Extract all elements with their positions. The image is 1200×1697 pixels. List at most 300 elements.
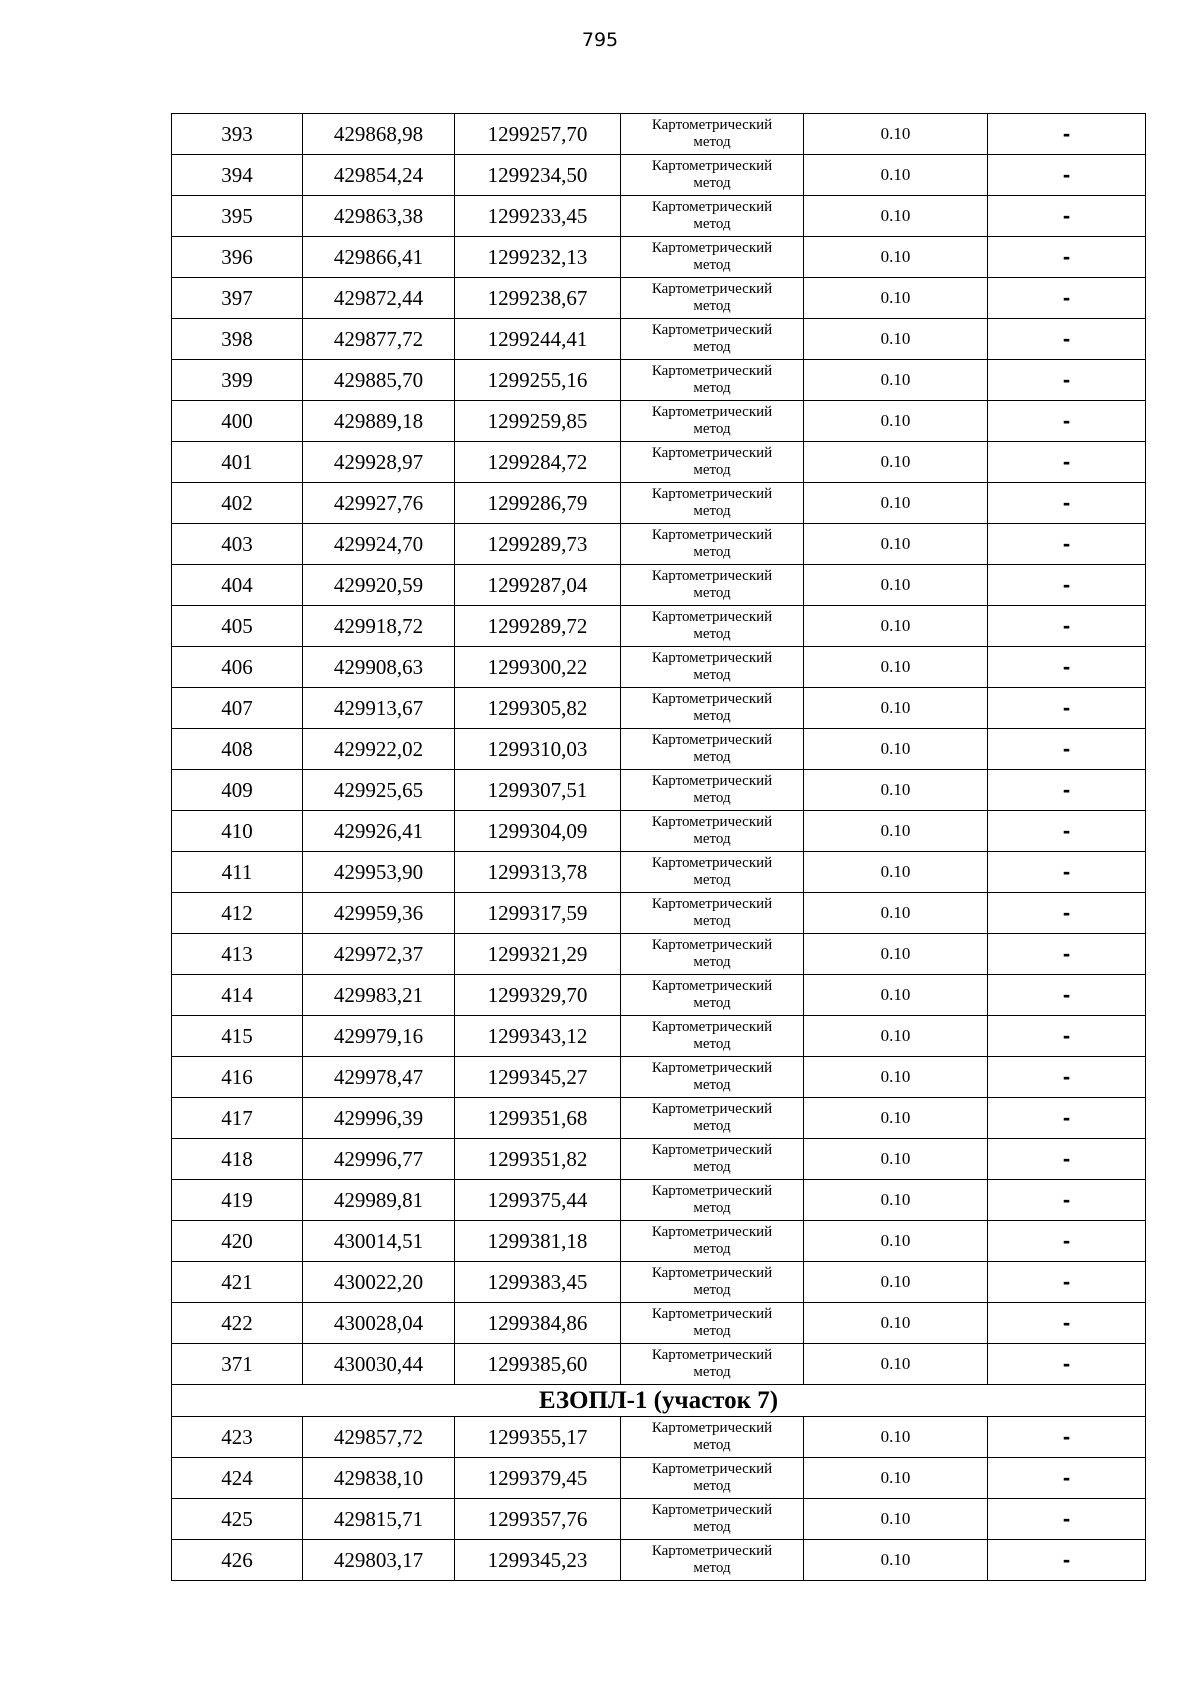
- accuracy-cell: 0.10: [804, 893, 988, 934]
- accuracy-cell: 0.10: [804, 811, 988, 852]
- method-line-2: метод: [693, 790, 731, 806]
- y-coordinate-cell: 1299234,50: [455, 155, 621, 196]
- x-coordinate-cell: 430028,04: [303, 1303, 455, 1344]
- method-line-2: метод: [693, 1118, 731, 1134]
- y-coordinate-cell: 1299244,41: [455, 319, 621, 360]
- y-coordinate-cell: 1299351,68: [455, 1098, 621, 1139]
- x-coordinate-cell: 429996,39: [303, 1098, 455, 1139]
- point-number-cell: 424: [172, 1458, 303, 1499]
- table-row: [172, 1499, 1146, 1540]
- note-cell: -: [988, 196, 1146, 237]
- coordinates-table: [171, 113, 1146, 1581]
- point-number-cell: 398: [172, 319, 303, 360]
- x-coordinate-cell: 429925,65: [303, 770, 455, 811]
- accuracy-cell: 0.10: [804, 319, 988, 360]
- method-line-1: Картометрический: [651, 1306, 773, 1322]
- method-line-2: метод: [693, 134, 731, 150]
- point-number-cell: 403: [172, 524, 303, 565]
- point-number-cell: 393: [172, 114, 303, 155]
- method-line-1: Картометрический: [651, 609, 773, 625]
- method-cell: [621, 565, 804, 606]
- x-coordinate-cell: 429996,77: [303, 1139, 455, 1180]
- y-coordinate-cell: 1299300,22: [455, 647, 621, 688]
- point-number-cell: 399: [172, 360, 303, 401]
- y-coordinate-cell: 1299305,82: [455, 688, 621, 729]
- accuracy-cell: 0.10: [804, 401, 988, 442]
- note-cell: -: [988, 1057, 1146, 1098]
- table-row: [172, 1344, 1146, 1385]
- point-number-cell: 418: [172, 1139, 303, 1180]
- point-number-cell: 417: [172, 1098, 303, 1139]
- point-number-cell: 405: [172, 606, 303, 647]
- method-line-1: Картометрический: [651, 650, 773, 666]
- x-coordinate-cell: 430014,51: [303, 1221, 455, 1262]
- method-cell: [621, 688, 804, 729]
- x-coordinate-cell: 429920,59: [303, 565, 455, 606]
- method-line-2: метод: [693, 749, 731, 765]
- method-line-1: Картометрический: [651, 937, 773, 953]
- table-row: [172, 1303, 1146, 1344]
- y-coordinate-cell: 1299287,04: [455, 565, 621, 606]
- note-cell: -: [988, 1016, 1146, 1057]
- y-coordinate-cell: 1299233,45: [455, 196, 621, 237]
- note-cell: -: [988, 606, 1146, 647]
- method-line-1: Картометрический: [651, 117, 773, 133]
- method-line-1: Картометрический: [651, 527, 773, 543]
- table-row: [172, 688, 1146, 729]
- method-line-2: метод: [693, 872, 731, 888]
- method-cell: [621, 1344, 804, 1385]
- x-coordinate-cell: 429838,10: [303, 1458, 455, 1499]
- table-row: [172, 442, 1146, 483]
- table-row: [172, 1180, 1146, 1221]
- x-coordinate-cell: 429868,98: [303, 114, 455, 155]
- x-coordinate-cell: 429972,37: [303, 934, 455, 975]
- accuracy-cell: 0.10: [804, 360, 988, 401]
- note-cell: -: [988, 1417, 1146, 1458]
- note-cell: -: [988, 934, 1146, 975]
- method-cell: [621, 1016, 804, 1057]
- point-number-cell: 414: [172, 975, 303, 1016]
- note-cell: -: [988, 975, 1146, 1016]
- point-number-cell: 420: [172, 1221, 303, 1262]
- point-number-cell: 416: [172, 1057, 303, 1098]
- table-row: [172, 1057, 1146, 1098]
- method-cell: [621, 278, 804, 319]
- method-line-2: метод: [693, 667, 731, 683]
- method-line-1: Картометрический: [651, 773, 773, 789]
- method-cell: [621, 196, 804, 237]
- point-number-cell: 401: [172, 442, 303, 483]
- point-number-cell: 408: [172, 729, 303, 770]
- accuracy-cell: 0.10: [804, 688, 988, 729]
- note-cell: -: [988, 811, 1146, 852]
- method-cell: [621, 1303, 804, 1344]
- method-cell: [621, 237, 804, 278]
- table-row: [172, 237, 1146, 278]
- accuracy-cell: 0.10: [804, 770, 988, 811]
- accuracy-cell: 0.10: [804, 278, 988, 319]
- accuracy-cell: 0.10: [804, 934, 988, 975]
- method-line-2: метод: [693, 421, 731, 437]
- point-number-cell: 396: [172, 237, 303, 278]
- note-cell: -: [988, 1458, 1146, 1499]
- note-cell: -: [988, 1098, 1146, 1139]
- method-line-2: метод: [693, 1323, 731, 1339]
- method-cell: [621, 729, 804, 770]
- note-cell: -: [988, 1499, 1146, 1540]
- method-line-2: метод: [693, 708, 731, 724]
- y-coordinate-cell: 1299259,85: [455, 401, 621, 442]
- coordinates-table-body-top: [172, 114, 1146, 1385]
- method-line-2: метод: [693, 1077, 731, 1093]
- method-line-1: Картометрический: [651, 199, 773, 215]
- accuracy-cell: 0.10: [804, 483, 988, 524]
- y-coordinate-cell: 1299310,03: [455, 729, 621, 770]
- x-coordinate-cell: 429918,72: [303, 606, 455, 647]
- x-coordinate-cell: 429913,67: [303, 688, 455, 729]
- method-line-2: метод: [693, 585, 731, 601]
- x-coordinate-cell: 429908,63: [303, 647, 455, 688]
- accuracy-cell: 0.10: [804, 1499, 988, 1540]
- method-line-2: метод: [693, 1364, 731, 1380]
- point-number-cell: 394: [172, 155, 303, 196]
- note-cell: -: [988, 442, 1146, 483]
- accuracy-cell: 0.10: [804, 1057, 988, 1098]
- table-row: [172, 934, 1146, 975]
- accuracy-cell: 0.10: [804, 975, 988, 1016]
- method-cell: [621, 1180, 804, 1221]
- accuracy-cell: 0.10: [804, 1303, 988, 1344]
- method-line-2: метод: [693, 1519, 731, 1535]
- table-row: [172, 811, 1146, 852]
- method-line-2: метод: [693, 462, 731, 478]
- point-number-cell: 406: [172, 647, 303, 688]
- method-line-1: Картометрический: [651, 1347, 773, 1363]
- x-coordinate-cell: 429857,72: [303, 1417, 455, 1458]
- point-number-cell: 425: [172, 1499, 303, 1540]
- method-line-2: метод: [693, 995, 731, 1011]
- point-number-cell: 404: [172, 565, 303, 606]
- accuracy-cell: 0.10: [804, 1417, 988, 1458]
- method-cell: [621, 524, 804, 565]
- x-coordinate-cell: 429877,72: [303, 319, 455, 360]
- y-coordinate-cell: 1299351,82: [455, 1139, 621, 1180]
- point-number-cell: 410: [172, 811, 303, 852]
- table-row: [172, 401, 1146, 442]
- note-cell: -: [988, 155, 1146, 196]
- method-line-2: метод: [693, 380, 731, 396]
- method-cell: [621, 1499, 804, 1540]
- y-coordinate-cell: 1299289,73: [455, 524, 621, 565]
- x-coordinate-cell: 429866,41: [303, 237, 455, 278]
- note-cell: -: [988, 893, 1146, 934]
- y-coordinate-cell: 1299232,13: [455, 237, 621, 278]
- point-number-cell: 415: [172, 1016, 303, 1057]
- method-line-2: метод: [693, 626, 731, 642]
- method-line-1: Картометрический: [651, 322, 773, 338]
- method-line-1: Картометрический: [651, 1183, 773, 1199]
- y-coordinate-cell: 1299257,70: [455, 114, 621, 155]
- x-coordinate-cell: 430030,44: [303, 1344, 455, 1385]
- table-row: [172, 278, 1146, 319]
- note-cell: -: [988, 319, 1146, 360]
- note-cell: -: [988, 114, 1146, 155]
- method-line-2: метод: [693, 1282, 731, 1298]
- table-row: [172, 565, 1146, 606]
- point-number-cell: 426: [172, 1540, 303, 1581]
- method-cell: [621, 934, 804, 975]
- point-number-cell: 400: [172, 401, 303, 442]
- x-coordinate-cell: 429959,36: [303, 893, 455, 934]
- point-number-cell: 422: [172, 1303, 303, 1344]
- y-coordinate-cell: 1299345,23: [455, 1540, 621, 1581]
- note-cell: -: [988, 1262, 1146, 1303]
- note-cell: -: [988, 1344, 1146, 1385]
- y-coordinate-cell: 1299317,59: [455, 893, 621, 934]
- table-row: [172, 319, 1146, 360]
- method-cell: [621, 811, 804, 852]
- x-coordinate-cell: 429924,70: [303, 524, 455, 565]
- table-row: [172, 647, 1146, 688]
- method-line-1: Картометрический: [651, 1461, 773, 1477]
- method-line-2: метод: [693, 1241, 731, 1257]
- accuracy-cell: 0.10: [804, 1098, 988, 1139]
- note-cell: -: [988, 688, 1146, 729]
- method-cell: [621, 401, 804, 442]
- x-coordinate-cell: 429989,81: [303, 1180, 455, 1221]
- section-header-row: [172, 1385, 1146, 1417]
- table-row: [172, 893, 1146, 934]
- method-line-1: Картометрический: [651, 1142, 773, 1158]
- table-row: [172, 155, 1146, 196]
- accuracy-cell: 0.10: [804, 442, 988, 483]
- table-row: [172, 360, 1146, 401]
- note-cell: -: [988, 1540, 1146, 1581]
- x-coordinate-cell: 429885,70: [303, 360, 455, 401]
- accuracy-cell: 0.10: [804, 852, 988, 893]
- y-coordinate-cell: 1299383,45: [455, 1262, 621, 1303]
- method-line-2: метод: [693, 1560, 731, 1576]
- y-coordinate-cell: 1299313,78: [455, 852, 621, 893]
- point-number-cell: 412: [172, 893, 303, 934]
- x-coordinate-cell: 430022,20: [303, 1262, 455, 1303]
- accuracy-cell: 0.10: [804, 1540, 988, 1581]
- accuracy-cell: 0.10: [804, 1262, 988, 1303]
- method-line-1: Картометрический: [651, 363, 773, 379]
- x-coordinate-cell: 429983,21: [303, 975, 455, 1016]
- method-line-2: метод: [693, 503, 731, 519]
- y-coordinate-cell: 1299307,51: [455, 770, 621, 811]
- method-cell: [621, 1417, 804, 1458]
- method-line-2: метод: [693, 298, 731, 314]
- accuracy-cell: 0.10: [804, 565, 988, 606]
- y-coordinate-cell: 1299286,79: [455, 483, 621, 524]
- method-line-1: Картометрический: [651, 568, 773, 584]
- x-coordinate-cell: 429926,41: [303, 811, 455, 852]
- point-number-cell: 419: [172, 1180, 303, 1221]
- point-number-cell: 371: [172, 1344, 303, 1385]
- method-line-1: Картометрический: [651, 691, 773, 707]
- table-row: [172, 1540, 1146, 1581]
- note-cell: -: [988, 278, 1146, 319]
- y-coordinate-cell: 1299355,17: [455, 1417, 621, 1458]
- method-line-2: метод: [693, 954, 731, 970]
- point-number-cell: 423: [172, 1417, 303, 1458]
- method-cell: [621, 1221, 804, 1262]
- x-coordinate-cell: 429854,24: [303, 155, 455, 196]
- method-line-2: метод: [693, 1200, 731, 1216]
- note-cell: -: [988, 565, 1146, 606]
- x-coordinate-cell: 429953,90: [303, 852, 455, 893]
- method-line-2: метод: [693, 544, 731, 560]
- method-cell: [621, 893, 804, 934]
- point-number-cell: 407: [172, 688, 303, 729]
- method-line-2: метод: [693, 1159, 731, 1175]
- method-line-2: метод: [693, 1478, 731, 1494]
- method-line-1: Картометрический: [651, 1101, 773, 1117]
- note-cell: -: [988, 852, 1146, 893]
- method-cell: [621, 155, 804, 196]
- method-cell: [621, 1098, 804, 1139]
- section-title: ЕЗОПЛ-1 (участок 7): [172, 1385, 1146, 1417]
- method-line-1: Картометрический: [651, 855, 773, 871]
- x-coordinate-cell: 429979,16: [303, 1016, 455, 1057]
- method-line-1: Картометрический: [651, 1543, 773, 1559]
- y-coordinate-cell: 1299345,27: [455, 1057, 621, 1098]
- y-coordinate-cell: 1299304,09: [455, 811, 621, 852]
- accuracy-cell: 0.10: [804, 1344, 988, 1385]
- table-row: [172, 1016, 1146, 1057]
- y-coordinate-cell: 1299343,12: [455, 1016, 621, 1057]
- note-cell: -: [988, 770, 1146, 811]
- method-line-1: Картометрический: [651, 281, 773, 297]
- y-coordinate-cell: 1299379,45: [455, 1458, 621, 1499]
- method-line-2: метод: [693, 216, 731, 232]
- method-line-2: метод: [693, 175, 731, 191]
- note-cell: -: [988, 729, 1146, 770]
- point-number-cell: 402: [172, 483, 303, 524]
- accuracy-cell: 0.10: [804, 155, 988, 196]
- method-cell: [621, 360, 804, 401]
- y-coordinate-cell: 1299321,29: [455, 934, 621, 975]
- point-number-cell: 395: [172, 196, 303, 237]
- method-line-2: метод: [693, 339, 731, 355]
- table-row: [172, 1139, 1146, 1180]
- accuracy-cell: 0.10: [804, 114, 988, 155]
- table-row: [172, 729, 1146, 770]
- method-line-1: Картометрический: [651, 978, 773, 994]
- y-coordinate-cell: 1299289,72: [455, 606, 621, 647]
- note-cell: -: [988, 1139, 1146, 1180]
- method-line-1: Картометрический: [651, 1265, 773, 1281]
- method-line-1: Картометрический: [651, 1502, 773, 1518]
- y-coordinate-cell: 1299329,70: [455, 975, 621, 1016]
- x-coordinate-cell: 429922,02: [303, 729, 455, 770]
- note-cell: -: [988, 401, 1146, 442]
- x-coordinate-cell: 429978,47: [303, 1057, 455, 1098]
- y-coordinate-cell: 1299284,72: [455, 442, 621, 483]
- method-line-1: Картометрический: [651, 240, 773, 256]
- accuracy-cell: 0.10: [804, 1221, 988, 1262]
- method-cell: [621, 1139, 804, 1180]
- table-row: [172, 524, 1146, 565]
- table-row: [172, 1458, 1146, 1499]
- method-line-1: Картометрический: [651, 1060, 773, 1076]
- note-cell: -: [988, 237, 1146, 278]
- y-coordinate-cell: 1299375,44: [455, 1180, 621, 1221]
- method-cell: [621, 442, 804, 483]
- x-coordinate-cell: 429889,18: [303, 401, 455, 442]
- accuracy-cell: 0.10: [804, 1180, 988, 1221]
- x-coordinate-cell: 429803,17: [303, 1540, 455, 1581]
- table-row: [172, 975, 1146, 1016]
- method-line-1: Картометрический: [651, 1420, 773, 1436]
- method-cell: [621, 606, 804, 647]
- table-row: [172, 852, 1146, 893]
- y-coordinate-cell: 1299238,67: [455, 278, 621, 319]
- method-line-1: Картометрический: [651, 158, 773, 174]
- page-number: 795: [581, 29, 619, 51]
- accuracy-cell: 0.10: [804, 729, 988, 770]
- method-cell: [621, 483, 804, 524]
- table-row: [172, 770, 1146, 811]
- y-coordinate-cell: 1299385,60: [455, 1344, 621, 1385]
- method-line-2: метод: [693, 1437, 731, 1453]
- section-header-group: [172, 1385, 1146, 1417]
- note-cell: -: [988, 483, 1146, 524]
- coordinates-table-body-bottom: [172, 1417, 1146, 1581]
- table-row: [172, 196, 1146, 237]
- accuracy-cell: 0.10: [804, 1139, 988, 1180]
- method-cell: [621, 975, 804, 1016]
- table-row: [172, 1417, 1146, 1458]
- accuracy-cell: 0.10: [804, 1016, 988, 1057]
- method-cell: [621, 114, 804, 155]
- accuracy-cell: 0.10: [804, 647, 988, 688]
- accuracy-cell: 0.10: [804, 237, 988, 278]
- table-row: [172, 114, 1146, 155]
- x-coordinate-cell: 429872,44: [303, 278, 455, 319]
- accuracy-cell: 0.10: [804, 524, 988, 565]
- y-coordinate-cell: 1299381,18: [455, 1221, 621, 1262]
- method-line-1: Картометрический: [651, 896, 773, 912]
- method-cell: [621, 319, 804, 360]
- table-row: [172, 1221, 1146, 1262]
- point-number-cell: 411: [172, 852, 303, 893]
- point-number-cell: 409: [172, 770, 303, 811]
- method-line-2: метод: [693, 913, 731, 929]
- method-line-1: Картометрический: [651, 445, 773, 461]
- note-cell: -: [988, 1303, 1146, 1344]
- note-cell: -: [988, 360, 1146, 401]
- method-line-1: Картометрический: [651, 486, 773, 502]
- note-cell: -: [988, 524, 1146, 565]
- y-coordinate-cell: 1299255,16: [455, 360, 621, 401]
- table-row: [172, 606, 1146, 647]
- table-row: [172, 1262, 1146, 1303]
- note-cell: -: [988, 647, 1146, 688]
- method-line-1: Картометрический: [651, 814, 773, 830]
- table-row: [172, 1098, 1146, 1139]
- method-line-1: Картометрический: [651, 404, 773, 420]
- note-cell: -: [988, 1221, 1146, 1262]
- method-line-2: метод: [693, 831, 731, 847]
- accuracy-cell: 0.10: [804, 606, 988, 647]
- point-number-cell: 421: [172, 1262, 303, 1303]
- method-line-1: Картометрический: [651, 732, 773, 748]
- x-coordinate-cell: 429927,76: [303, 483, 455, 524]
